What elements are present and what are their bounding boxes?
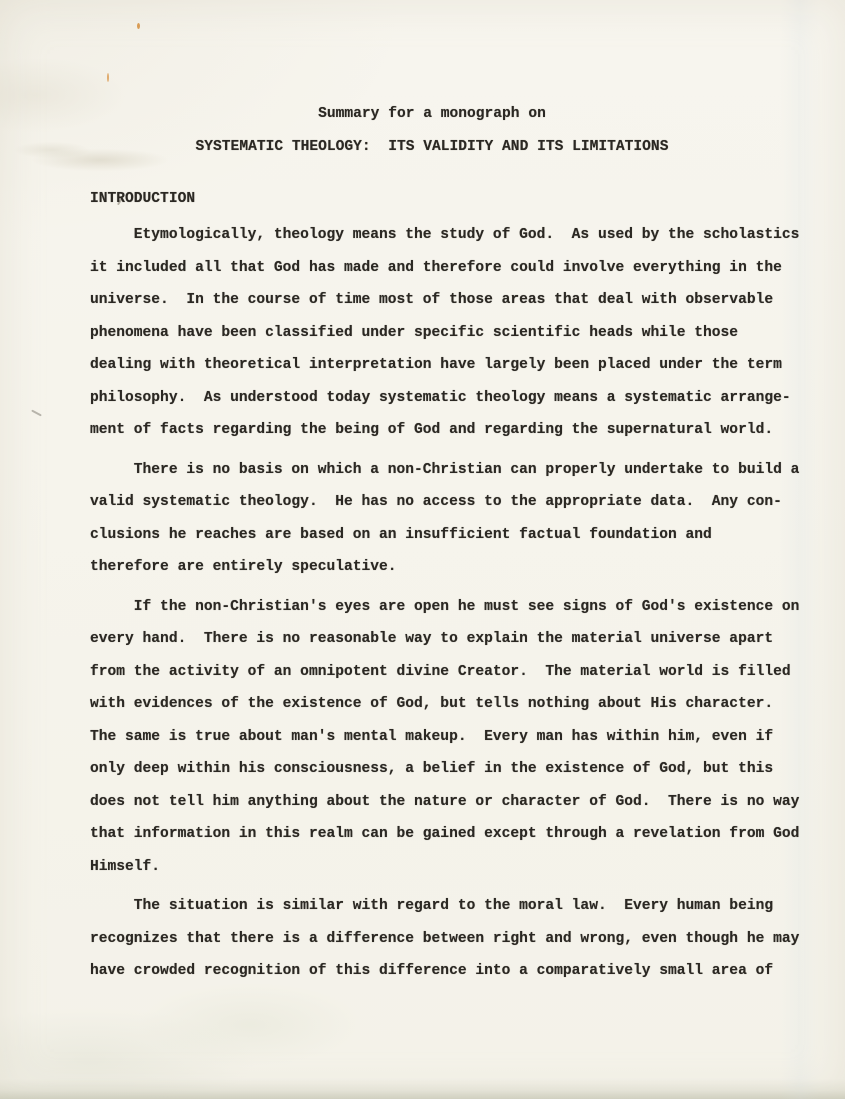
text-line: Himself. <box>90 858 161 875</box>
paragraph <box>90 591 802 884</box>
section-heading-introduction: INTRODUCTION <box>90 191 196 207</box>
text-line: ment of facts regarding the being of God and regarding the supernatural world. <box>90 422 774 438</box>
text-line: clusions he reaches are based on an insufficient factual foundation and <box>90 526 712 543</box>
text-line: The same is true about man's mental makeup. Every man has within him, even if <box>90 728 774 745</box>
paragraph <box>90 454 802 584</box>
text-line: universe. In the course of time most of those areas that deal with observable <box>90 292 774 308</box>
text-line: The situation is similar with regard to the moral law. Every human being <box>90 898 774 914</box>
text-line: does not tell him anything about the nature or character of God. There is no way <box>90 793 800 810</box>
document-content <box>90 0 802 988</box>
text-line: dealing with theoretical interpretation have largely been placed under the term <box>90 357 782 373</box>
document-title-line-2: SYSTEMATIC THEOLOGY: ITS VALIDITY AND ITS LIMITATIONS <box>195 139 669 155</box>
text-line: If the non-Christian's eyes are open he must see signs of God's existence on <box>90 598 800 615</box>
text-line: that information in this realm can be gained except through a revelation from God <box>90 826 800 842</box>
paragraph <box>90 890 802 988</box>
text-line: it included all that God has made and therefore could involve everything in the <box>90 259 782 276</box>
text-line: from the activity of an omnipotent divine Creator. The material world is filled <box>90 663 791 680</box>
document-title-line-1: Summary for a monograph on <box>318 106 546 122</box>
text-line: Etymologically, theology means the study of God. As used by the scholastics <box>90 227 800 243</box>
document-body <box>90 219 802 988</box>
text-line: therefore are entirely speculative. <box>90 559 397 575</box>
pencil-mark <box>31 410 42 417</box>
paragraph <box>90 219 802 447</box>
title-block <box>76 0 788 164</box>
text-line: valid systematic theology. He has no access to the appropriate data. Any con- <box>90 494 782 510</box>
text-line: philosophy. As understood today systematic theology means a systematic arrange- <box>90 389 791 406</box>
text-line: with evidences of the existence of God, but tells nothing about His character. <box>90 696 774 712</box>
text-line: every hand. There is no reasonable way to explain the material universe apart <box>90 631 774 647</box>
text-line: recognizes that there is a difference between right and wrong, even though he may <box>90 930 800 947</box>
text-line: have crowded recognition of this difference into a comparatively small area of <box>90 963 774 979</box>
text-line: phenomena have been classified under specific scientific heads while those <box>90 324 739 341</box>
text-line: There is no basis on which a non-Christian can properly undertake to build a <box>90 461 800 478</box>
text-line: only deep within his consciousness, a belief in the existence of God, but this <box>90 761 774 777</box>
